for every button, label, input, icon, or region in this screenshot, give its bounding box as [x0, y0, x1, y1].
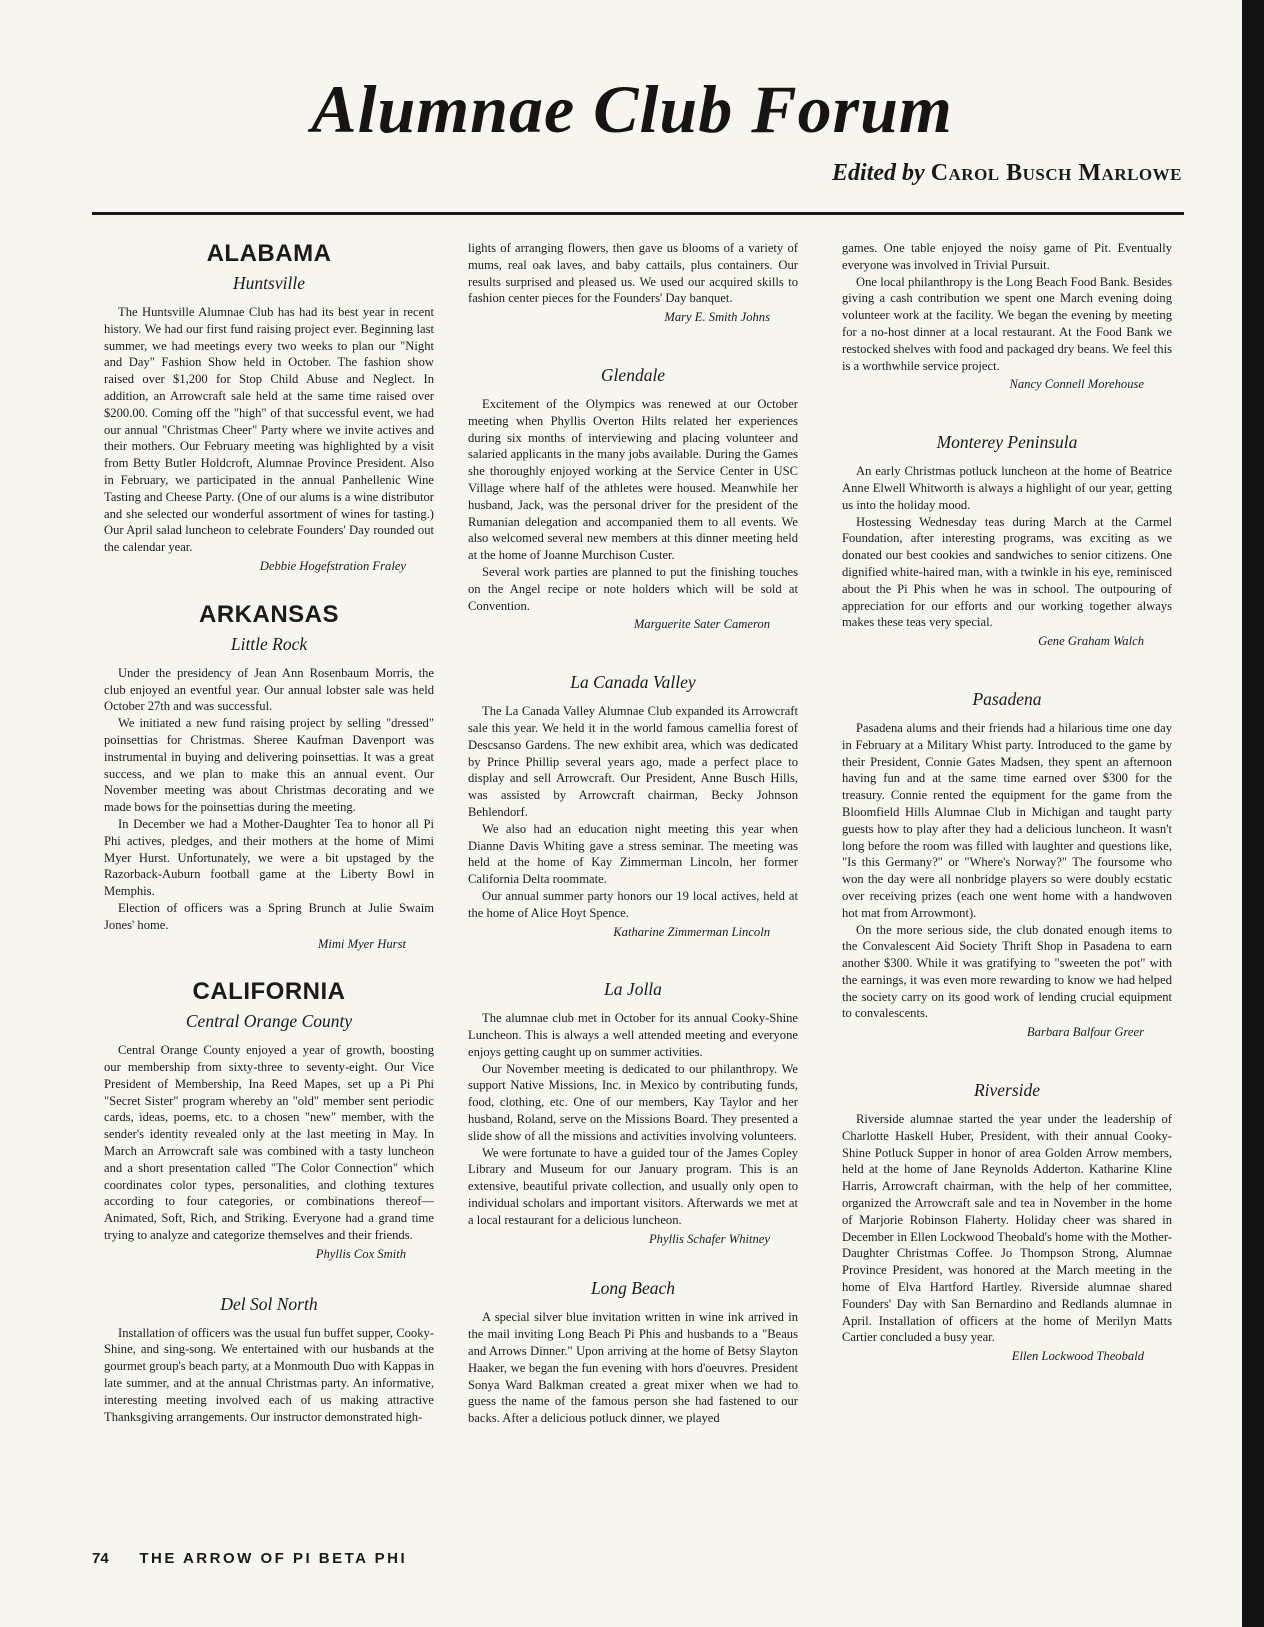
city-heading-la-jolla: La Jolla: [604, 979, 662, 1000]
page-footer: [92, 1550, 407, 1567]
article-paragraph: We initiated a new fund raising project by selling "dressed" poinsettias for Christmas. Sheree Kaufman Davenport was instrumental in buying and delivering poinsettias. It was a great success, and we plan to make this an annual event. Our November meeting was about Christmas decorating and we made bows for the poinsettias during the meeting.: [104, 716, 434, 815]
city-heading-glendale: Glendale: [600, 364, 666, 385]
article-paragraph: On the more serious side, the club donated enough items to the Convalescent Aid Society Thrift Shop in Pasadena to earn another $300. While it was gratifying to "sweeten the pot" with the earnings, it was even more rewarding to know we had helped the society carry on its good work of lending crucial equipment to convalescents.: [842, 922, 1172, 1021]
publication-name: THE ARROW OF PI BETA PHI: [139, 1550, 408, 1567]
author-signature: Barbara Balfour Greer: [1026, 1025, 1144, 1040]
city-heading-long-beach: Long Beach: [590, 1278, 676, 1299]
city-heading-del-sol-north: Del Sol North: [220, 1293, 318, 1314]
city-heading-riverside: Riverside: [973, 1080, 1041, 1101]
article-paragraph: The Huntsville Alumnae Club has had its best year in recent history. We had our first fund raising project ever. Beginning last summer, we had meetings every two weeks to plan our "Night and Day" Fashion Show held in October. The fashion show raised over $1,200 for Stop Child Abuse and Neglect. In addition, an Arrowcraft sale held at the same time raised over $200.00. Coming off the "high" of that successful event, we had our annual "Christmas Cheer" Party where we invite actives and their mothers. Our February meeting was highlighted by a visit from Betty Butler Holdcroft, Alumnae Province President. Also in February, we participated in the annual Panhellenic Wine Tasting and Cheese Party. (One of our alums is a wine distributor and she selected our wonderful assortment of wines for tasting.) Our April salad luncheon to celebrate Founders' Day rounded out the calendar year.: [104, 305, 434, 555]
article-paragraph: Installation of officers was the usual fun buffet supper, Cooky-Shine, and sing-song. We entertained with our husbands at the gourmet group's beach party, at a Monmouth Duo with Kappas in late summer, and at the annual Christmas party. An informative, interesting meeting involved each of us making attractive Thanksgiving arrangements. Our instructor demonstrated high-: [104, 1325, 434, 1424]
author-signature: Nancy Connell Morehouse: [1009, 377, 1144, 392]
header-rule: [92, 212, 1184, 215]
author-signature: Katharine Zimmerman Lincoln: [613, 924, 770, 939]
city-heading-central-orange: Central Orange County: [185, 1011, 353, 1032]
author-signature: Marguerite Sater Cameron: [633, 617, 770, 632]
article-paragraph: An early Christmas potluck luncheon at the home of Beatrice Anne Elwell Whitworth is always a highlight of our year, getting us into the holiday mood.: [842, 464, 1172, 512]
article-paragraph: Hostessing Wednesday teas during March at the Carmel Foundation, after interesting programs, was exciting as we donated our best cookies and sandwiches to senior citizens. One dignified white-haired man, with a twinkle in his eye, reminisced about the Pi Phis when he was in school. The outpouring of appreciation for our efforts and our working together always makes these teas very special.: [842, 514, 1172, 630]
page-title: Alumnae Club Forum: [311, 71, 953, 147]
author-signature: Phyllis Cox Smith: [315, 1246, 406, 1261]
article-paragraph: Several work parties are planned to put the finishing touches on the Angel recipe or note holders which will be sold at Convention.: [468, 564, 798, 613]
article-paragraph: The La Canada Valley Alumnae Club expanded its Arrowcraft sale this year. We held it in the world famous camellia forest of Descsanso Gardens. The new exhibit area, which was dedicated by Prince Phillip several years ago, made a perfect place to display and sell Arrowcraft. Our President, Anne Busch Hills, was assisted by Arrowcraft chairman, Becky Johnson Behlendorf.: [468, 704, 798, 819]
editor-credit: [832, 160, 1182, 187]
scan-edge: [1242, 0, 1264, 1627]
article-paragraph: Our annual summer party honors our 19 local actives, held at the home of Alice Hoyt Spence.: [468, 888, 798, 920]
article-paragraph: Pasadena alums and their friends had a hilarious time one day in February at a Military Whist party. Introduced to the game by their President, Connie Gates Madsen, they spent an afternoon having fun and at the same time earned over $300 for the treasury. Connie rented the equipment for the game from the Bloomfield Hills Alumnae Club in Michigan and taught party guests how to play after they had a delicious luncheon. It wasn't long before the room was filled with laughter and questions like, "Is this Germany?" or "Where's Norway?" The foursome who won the day were all nonbridge players so were doubly ecstatic over receiving prizes (each one went home with a handwoven hot mat from Arrowmont).: [842, 720, 1172, 920]
article-paragraph: Election of officers was a Spring Brunch at Julie Swaim Jones' home.: [104, 900, 434, 932]
article-paragraph: Our November meeting is dedicated to our philanthropy. We support Native Missions, Inc. in Mexico by contributing funds, food, clothing, etc. One of our members, Kay Taylor and her husband, Roland, serve on the Missions Board. They presented a slide show of all the missions and activities involving volunteers.: [468, 1061, 798, 1143]
editor-name: Carol Busch Marlowe: [930, 160, 1182, 186]
article-paragraph: We also had an education night meeting this year when Dianne Davis Whiting gave a stress seminar. The meeting was held at the home of Kay Zimmerman Lincoln, her former California Delta roommate.: [468, 821, 798, 887]
article-paragraph: In December we had a Mother-Daughter Tea to honor all Pi Phi actives, pledges, and their mothers at the home of Mimi Myer Hurst. Unfortunately, we were a bit upstaged by the Razorback-Auburn football game at the Liberty Bowl in Memphis.: [104, 816, 434, 899]
article-paragraph: One local philanthropy is the Long Beach Food Bank. Besides giving a cash contribution we spent one March evening doing volunteer work at the facility. We began the evening by meeting for a no-host dinner at a local restaurant. At the Food Bank we restocked shelves with food and packaged dry beans. We feel this is a worthwhile service project.: [842, 274, 1172, 373]
city-heading-huntsville: Huntsville: [233, 273, 305, 293]
author-signature: Debbie Hogefstration Fraley: [259, 558, 406, 573]
author-signature: Ellen Lockwood Theobald: [1011, 1349, 1144, 1364]
author-signature: Phyllis Schafer Whitney: [648, 1231, 770, 1246]
article-paragraph: Riverside alumnae started the year under the leadership of Charlotte Haskell Huber, President, with their annual Cooky-Shine Potluck Supper in honor of area Golden Arrow members, held at the home of Jane Reynolds Adderton. Katharine Kline Harris, Arrowcraft chairman, with the help of her committee, organized the Arrowcraft sale and tea in November in the home of Marjorie Robinson Flaherty. Holiday cheer was shared in December in Ellen Lockwood Theobald's home with the Mother-Daughter Christmas Coffee. Jo Thompson Strong, Alumnae Province President, was honored at the March meeting in the home of Elva Hartford Hartley. Riverside alumnae shared Founders' Day with San Bernardino and Redlands alumnae in April. Installation of officers at the home of Merilyn Matts Cartier concluded a busy year.: [842, 1112, 1172, 1345]
page-number: 74: [92, 1550, 109, 1567]
state-heading-california: CALIFORNIA: [192, 978, 346, 1006]
state-heading-arkansas: ARKANSAS: [198, 600, 339, 628]
column-3: [842, 240, 1172, 1530]
article-paragraph: The alumnae club met in October for its annual Cooky-Shine Luncheon. This is always a well attended meeting and everyone enjoys getting caught up on summer activities.: [468, 1011, 798, 1059]
article-paragraph: Central Orange County enjoyed a year of growth, boosting our membership from sixty-three to seventy-eight. Our Vice President of Membership, Ina Reed Mapes, set up a Pi Phi "Secret Sister" program whereby an "old" member sent periodic cards, ideas, poems, etc. to a chosen "new" member, with the sender's identity revealed only at the last meeting in May. In March an Arrowcraft sale was combined with a tasty luncheon and a short presentation called "The Color Connection" which coordinates color types, personalities, and clothing textures according to four categories, or combinations thereof—Animated, Soft, Rich, and Striking. Everyone had a grand time trying to analyze and categorize themselves and their friends.: [104, 1043, 434, 1243]
city-heading-monterey: Monterey Peninsula: [936, 432, 1078, 453]
author-signature: Mary E. Smith Johns: [664, 310, 770, 325]
author-signature: Gene Graham Walch: [1038, 634, 1144, 649]
article-paragraph: A special silver blue invitation written in wine ink arrived in the mail inviting Long Beach Pi Phis and husbands to a "Beaus and Arrows Dinner." Upon arriving at the home of Betsy Slayton Haaker, we began the fun evening with hors d'oeuvres. President Sonya Ward Balkman created a great mixer when we had to guess the name of the famous person she had fastened to our backs. After a delicious potluck dinner, we played: [468, 1310, 798, 1426]
author-signature: Mimi Myer Hurst: [317, 936, 406, 951]
article-paragraph: Under the presidency of Jean Ann Rosenbaum Morris, the club enjoyed an eventful year. Our annual lobster sale was held October 27th and was successful.: [104, 665, 434, 714]
article-paragraph: We were fortunate to have a guided tour of the James Copley Library and Museum for our January program. This is an extensive, beautiful private collection, and usually only open to individual scholars and important visitors. Afterwards we met at a local restaurant for a delicious luncheon.: [468, 1145, 798, 1227]
column-2: [468, 240, 798, 1530]
city-heading-little-rock: Little Rock: [230, 633, 308, 654]
city-heading-la-canada: La Canada Valley: [570, 672, 696, 693]
article-paragraph: lights of arranging flowers, then gave us blooms of a variety of mums, real oak laves, and baby cattails, plus containers. Our results surprised and pleased us. We used our acquired skills to fashion center pieces for the Founders' Day banquet.: [468, 241, 798, 306]
article-paragraph: games. One table enjoyed the noisy game of Pit. Eventually everyone was involved in Trivial Pursuit.: [842, 241, 1172, 272]
city-heading-pasadena: Pasadena: [972, 688, 1042, 709]
state-heading-alabama: ALABAMA: [206, 240, 332, 267]
edited-by-label: Edited by: [832, 160, 925, 186]
article-paragraph: Excitement of the Olympics was renewed at our October meeting when Phyllis Overton Hilts related her experiences during six months of interviewing and placing volunteer and salaried applicants in the many jobs available. During the Games she thoroughly enjoyed working at the Service Center in USC Village where half of the athletes were housed. Meanwhile her husband, Jack, was the personal driver for the president of the Rumanian delegation and accompanied them to all events. We also welcomed several new members at this dinner meeting held at the home of Joanne Murchison Custer.: [468, 396, 798, 563]
column-1: [104, 240, 434, 1530]
